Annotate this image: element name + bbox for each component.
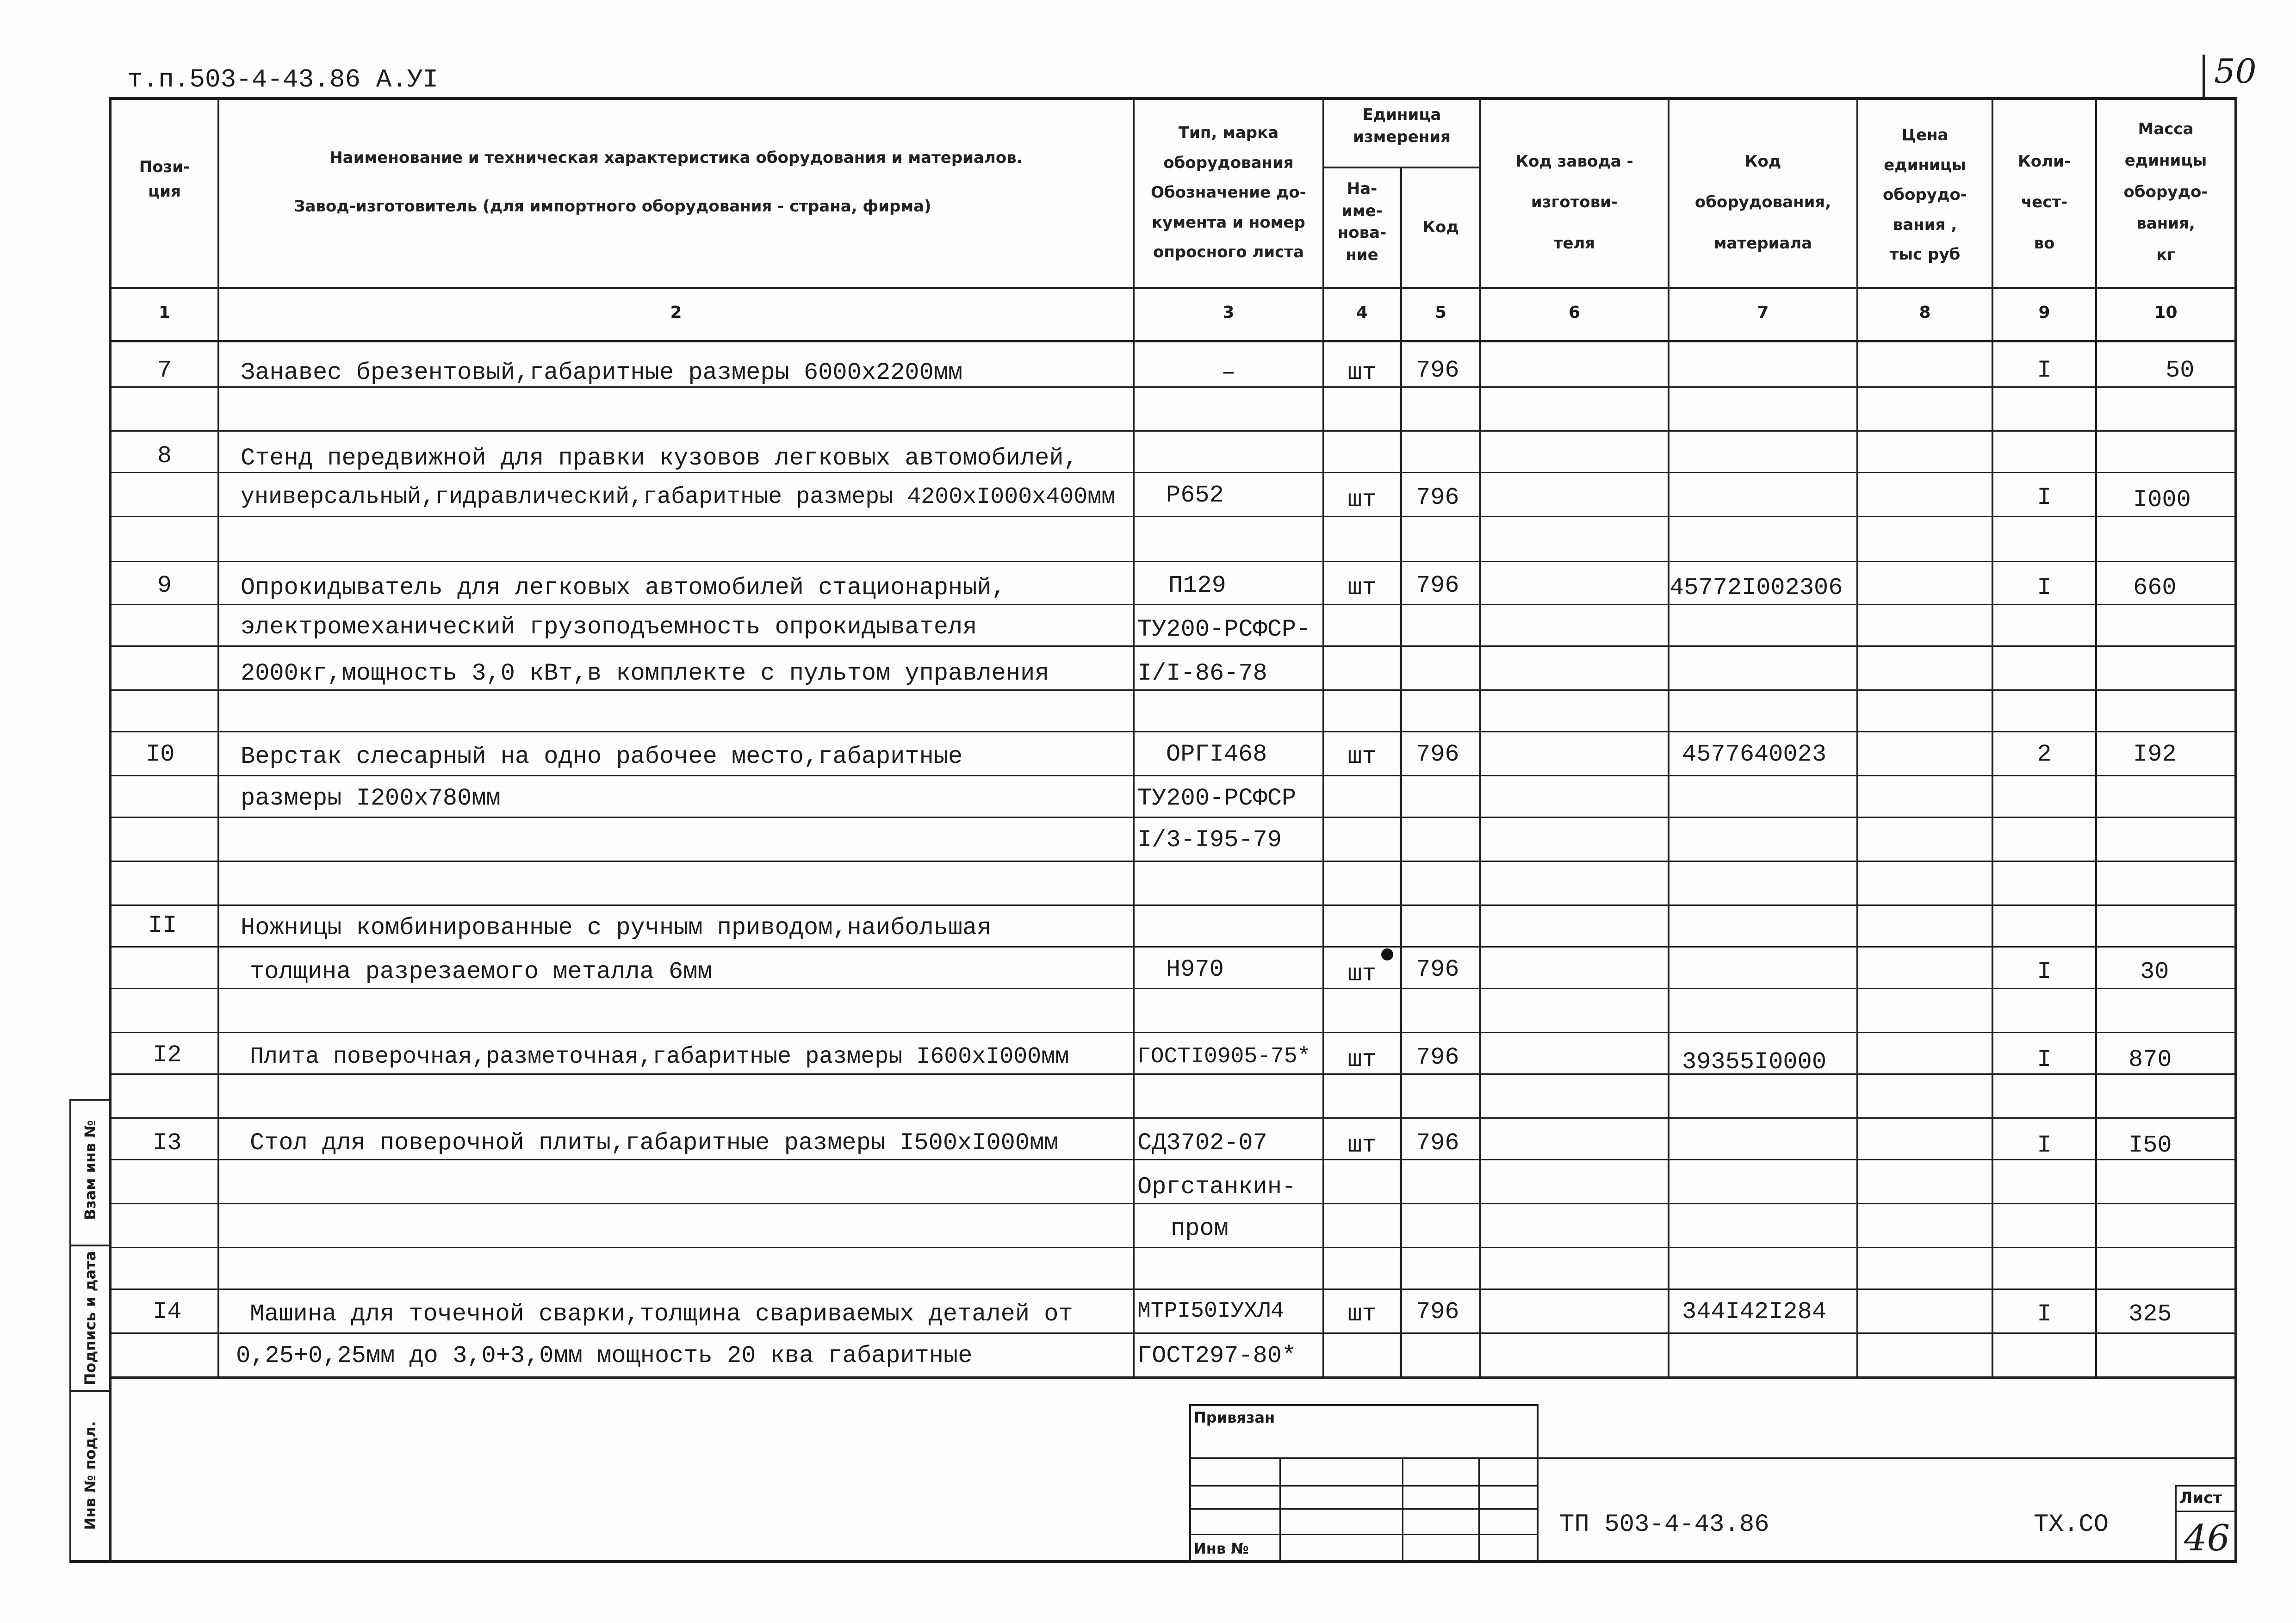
cell-code: 796 <box>1416 1298 1459 1326</box>
cell-type: Оргстанкин- <box>1137 1173 1297 1201</box>
cell-type: – <box>1221 359 1236 386</box>
table-frame-top <box>109 97 2237 100</box>
cell-mass: 325 <box>2128 1301 2172 1328</box>
cell-code: 796 <box>1416 741 1459 768</box>
column-number: 10 <box>2154 303 2178 322</box>
cell-name: Машина для точечной сварки,толщина свариваемых деталей от <box>250 1301 1073 1328</box>
side-label-sign-date: Подпись и дата <box>81 1251 99 1386</box>
cell-mass: 870 <box>2128 1046 2172 1073</box>
cell-mass: 30 <box>2140 958 2169 985</box>
cell-equipment-code: 39355I0000 <box>1682 1048 1827 1076</box>
cell-name: размеры I200х780мм <box>241 785 501 812</box>
cell-type: пром <box>1171 1215 1229 1242</box>
header-unit-group: Единица измерения <box>1353 105 1451 146</box>
cell-unit: шт <box>1347 743 1377 770</box>
header-name-line1: Наименование и техническая характеристика оборудования и материалов. <box>329 149 1023 167</box>
cell-position: I2 <box>153 1041 182 1069</box>
document-code-top: т.п.503-4-43.86 А.УI <box>127 65 439 94</box>
cell-type: П129 <box>1168 572 1226 599</box>
cell-name: Стенд передвижной для правки кузовов легковых автомобилей, <box>241 445 1078 472</box>
column-number: 1 <box>158 303 171 322</box>
cell-type: ГОСТI0905-75* <box>1137 1044 1311 1069</box>
cell-code: 796 <box>1416 1129 1459 1157</box>
stamp-inv-label: Инв № <box>1194 1540 1249 1557</box>
stamp-sheet-label: Лист <box>2179 1489 2222 1507</box>
cell-quantity: I <box>2037 958 2052 985</box>
cell-name: Опрокидыватель для легковых автомобилей стационарный, <box>241 574 1006 601</box>
cell-name: Занавес брезентовый,габаритные размеры 6000х2200мм <box>241 359 963 386</box>
cell-name: Верстак слесарный на одно рабочее место,габаритные <box>241 743 963 770</box>
stamp-doc-code: ТП 503-4-43.86 <box>1559 1511 1769 1539</box>
cell-position: 8 <box>157 442 172 470</box>
cell-type: МТРI50IУХЛ4 <box>1137 1299 1284 1324</box>
stamp-linked-label: Привязан <box>1194 1409 1275 1426</box>
cell-code: 796 <box>1416 1044 1459 1071</box>
cell-equipment-code: 344I42I284 <box>1682 1298 1827 1326</box>
cell-name: Стол для поверочной плиты,габаритные размеры I500хI000мм <box>250 1129 1059 1157</box>
header-name-line2: Завод-изготовитель (для импортного оборудования - страна, фирма) <box>294 197 931 216</box>
cell-name: Плита поверочная,разметочная,габаритные размеры I600хI000мм <box>250 1044 1069 1070</box>
cell-unit: шт <box>1347 574 1377 601</box>
cell-mass: I50 <box>2128 1132 2172 1159</box>
cell-name: 2000кг,мощность 3,0 кВт,в комплекте с пультом управления <box>241 660 1049 687</box>
cell-quantity: I <box>2037 484 2052 511</box>
side-label-replace-inv: Взам инв № <box>81 1120 99 1220</box>
cell-quantity: I <box>2037 357 2052 384</box>
column-number: 4 <box>1356 303 1368 322</box>
column-number: 7 <box>1757 303 1769 322</box>
column-number: 2 <box>670 303 682 322</box>
cell-unit: шт <box>1347 359 1377 386</box>
column-number: 6 <box>1568 303 1581 322</box>
column-number: 3 <box>1222 303 1235 322</box>
cell-type: I/I-86-78 <box>1137 660 1267 687</box>
cell-type: ТУ200-РСФСР <box>1137 785 1297 812</box>
cell-type: Р652 <box>1166 482 1224 509</box>
cell-equipment-code: 4577640023 <box>1682 741 1827 768</box>
cell-type: I/3-I95-79 <box>1137 826 1282 854</box>
cell-type: ОРГI468 <box>1166 741 1267 768</box>
cell-name: универсальный,гидравлический,габаритные размеры 4200хI000х400мм <box>241 484 1116 510</box>
cell-quantity: I <box>2037 1046 2052 1073</box>
cell-equipment-code: 45772I002306 <box>1669 574 1843 601</box>
cell-unit: шт <box>1347 486 1377 514</box>
cell-mass: 660 <box>2133 574 2177 601</box>
cell-quantity: I <box>2037 1132 2052 1159</box>
stamp-section: ТХ.СО <box>2034 1511 2109 1539</box>
column-number: 8 <box>1919 303 1931 322</box>
column-number: 5 <box>1434 303 1447 322</box>
cell-unit: шт <box>1347 1132 1377 1159</box>
column-number: 9 <box>2038 303 2050 322</box>
header-unit-code: Код <box>1422 218 1459 236</box>
cell-type: Н970 <box>1166 956 1224 983</box>
cell-mass: I000 <box>2133 486 2191 514</box>
cell-mass: 50 <box>2166 357 2195 384</box>
cell-mass: I92 <box>2133 741 2177 768</box>
cell-position: 7 <box>157 357 172 384</box>
header-mass: Масса единицы оборудо- вания, кг <box>2123 120 2208 264</box>
cell-name: Ножницы комбинированные с ручным приводом,наибольшая <box>241 914 992 942</box>
cell-position: I3 <box>153 1129 182 1157</box>
cell-quantity: I <box>2037 574 2052 601</box>
cell-name: 0,25+0,25мм до 3,0+3,0мм мощность 20 ква габаритные <box>236 1342 973 1369</box>
side-label-inv-orig: Инв № подл. <box>81 1421 99 1530</box>
cell-type: СД3702-07 <box>1137 1129 1267 1157</box>
cell-position: II <box>148 912 177 939</box>
cell-unit: шт <box>1347 1046 1377 1073</box>
cell-quantity: 2 <box>2037 741 2052 768</box>
header-quantity: Коли- чест- во <box>2018 152 2071 253</box>
cell-code: 796 <box>1416 572 1459 599</box>
cell-name: толщина разрезаемого металла 6мм <box>250 958 712 985</box>
cell-code: 796 <box>1416 357 1459 384</box>
header-position: Пози- ция <box>139 158 190 201</box>
cell-type: ГОСТ297-80* <box>1137 1342 1297 1369</box>
cell-unit: шт <box>1347 1301 1377 1328</box>
cell-position: I4 <box>153 1298 182 1326</box>
cell-quantity: I <box>2037 1301 2052 1328</box>
page-number-top: 50 <box>2214 52 2257 91</box>
stamp-sheet-number: 46 <box>2184 1518 2230 1559</box>
header-equipment-code: Код оборудования, материала <box>1694 152 1831 253</box>
cell-position: I0 <box>146 741 175 768</box>
cell-name: электромеханический грузоподъемность опрокидывателя <box>241 613 977 641</box>
ink-dot <box>1381 948 1393 960</box>
cell-type: ТУ200-РСФСР- <box>1137 616 1311 643</box>
header-factory-code: Код завода - изготови- теля <box>1515 152 1633 253</box>
header-type: Тип, марка оборудования Обозначение до- кумента и номер опросного листа <box>1151 124 1306 262</box>
cell-code: 796 <box>1416 484 1459 511</box>
cell-code: 796 <box>1416 956 1459 983</box>
header-price: Цена единицы оборудо- вания , тыс руб <box>1883 126 1967 264</box>
cell-unit: шт <box>1347 960 1377 988</box>
cell-position: 9 <box>157 572 172 599</box>
header-unit-name: На- име- нова- ние <box>1337 180 1387 264</box>
